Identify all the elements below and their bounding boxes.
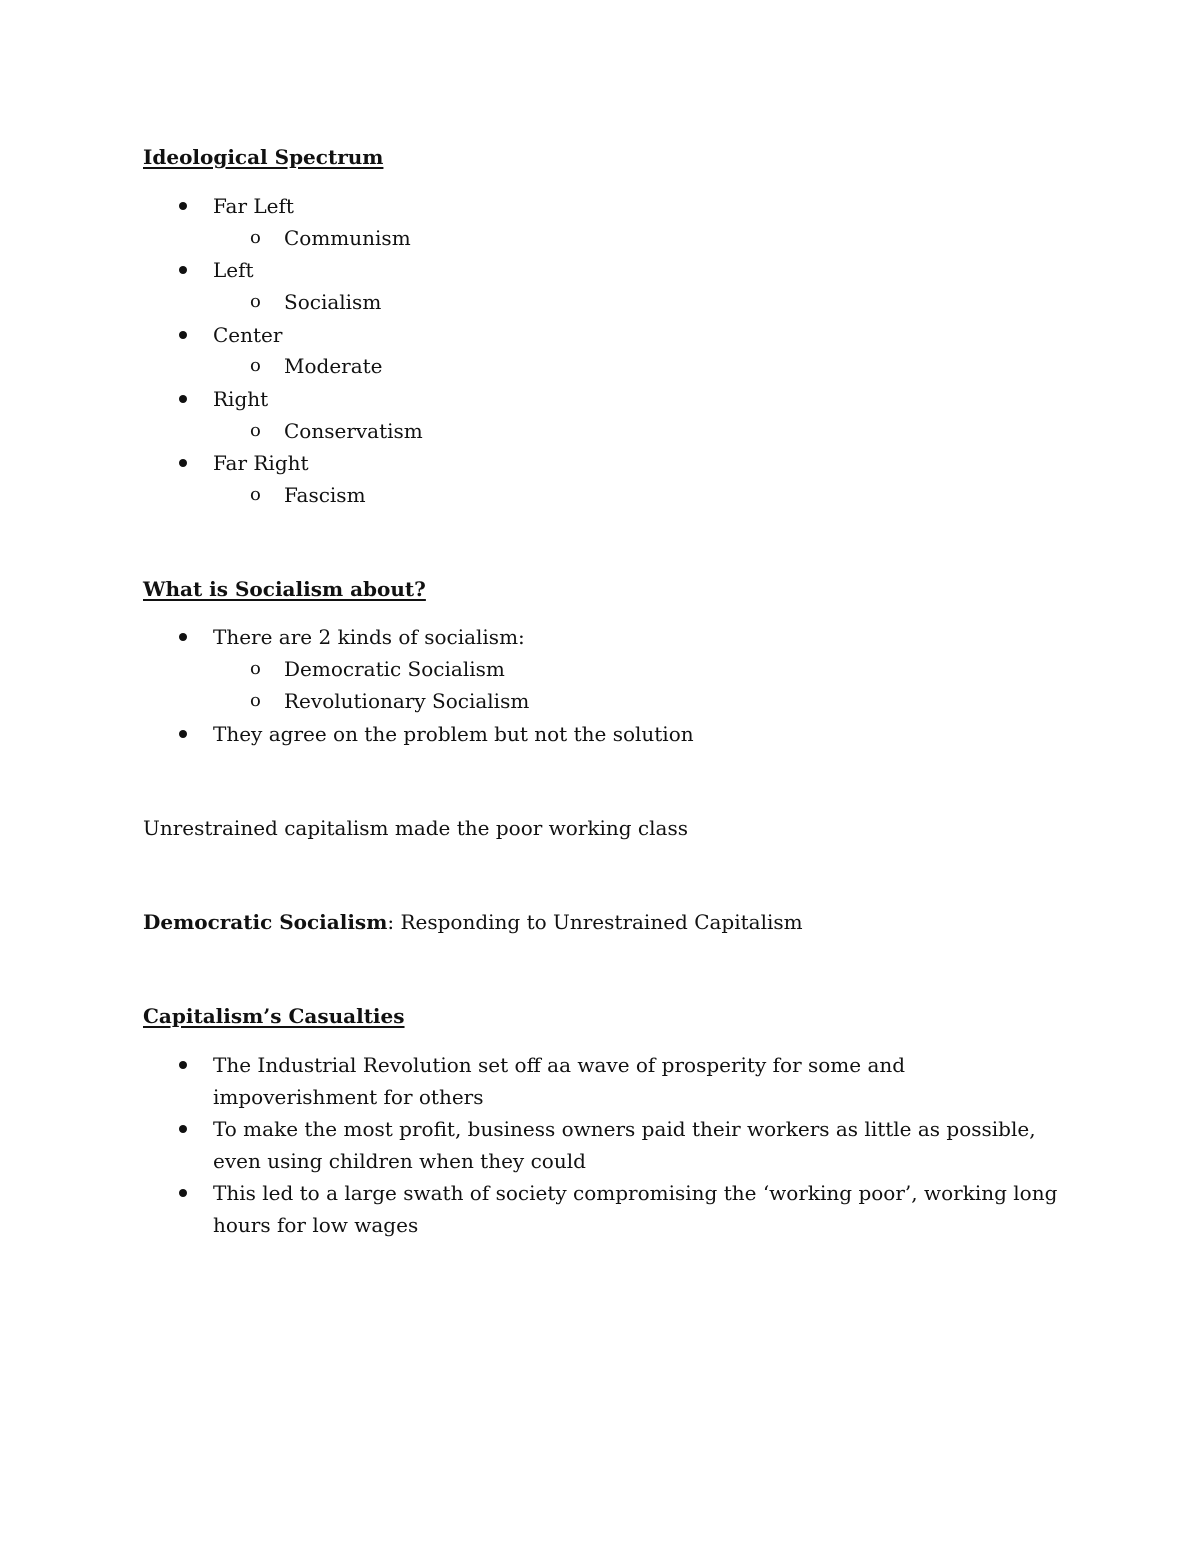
list-item-right: Right	[213, 387, 269, 411]
definition-text: : Responding to Unrestrained Capitalism	[387, 910, 803, 934]
sub-bullet-marker: o	[250, 484, 261, 505]
bullet-dot	[179, 395, 187, 403]
bullet-dot	[179, 266, 187, 274]
bullet-dot	[179, 1061, 187, 1069]
sub-bullet-marker: o	[250, 420, 261, 441]
sub-bullet-marker: o	[250, 355, 261, 376]
sub-item-democratic-socialism: Democratic Socialism	[284, 657, 505, 681]
term-democratic-socialism: Democratic Socialism	[143, 910, 388, 934]
list-item-far-right: Far Right	[213, 451, 309, 475]
bullet-dot	[179, 1125, 187, 1133]
list-item-center: Center	[213, 323, 283, 347]
bullet-dot	[179, 1189, 187, 1197]
list-item-most-profit: To make the most profit, business owners paid their workers as little as possible, even using children when they could	[213, 1117, 1036, 1173]
bullet-dot	[179, 202, 187, 210]
sub-bullet-marker: o	[250, 658, 261, 679]
heading-capitalisms-casualties: Capitalism’s Casualties	[143, 1004, 405, 1028]
bullet-dot	[179, 331, 187, 339]
heading-what-is-socialism: What is Socialism about?	[143, 577, 426, 601]
list-item-far-left: Far Left	[213, 194, 294, 218]
sub-bullet-marker: o	[250, 291, 261, 312]
list-item-left: Left	[213, 258, 254, 282]
list-item-working-poor: This led to a large swath of society compromising the ‘working poor’, working long hours for low wages	[213, 1181, 1058, 1237]
list-item-two-kinds: There are 2 kinds of socialism:	[213, 625, 525, 649]
list-item-agree-on-problem: They agree on the problem but not the solution	[213, 722, 694, 746]
heading-ideological-spectrum: Ideological Spectrum	[143, 145, 384, 169]
sub-bullet-marker: o	[250, 227, 261, 248]
sub-item-revolutionary-socialism: Revolutionary Socialism	[284, 689, 530, 713]
sub-item-moderate: Moderate	[284, 354, 383, 378]
sub-item-socialism: Socialism	[284, 290, 382, 314]
definition-line	[143, 906, 803, 938]
list-item-industrial-revolution: The Industrial Revolution set off aa wave of prosperity for some and impoverishment for others	[213, 1053, 906, 1109]
bullet-dot	[179, 730, 187, 738]
bullet-dot	[179, 633, 187, 641]
paragraph-unrestrained-capitalism: Unrestrained capitalism made the poor working class	[143, 816, 688, 840]
bullet-dot	[179, 459, 187, 467]
sub-item-conservatism: Conservatism	[284, 419, 423, 443]
sub-bullet-marker: o	[250, 690, 261, 711]
sub-item-fascism: Fascism	[284, 483, 366, 507]
sub-item-communism: Communism	[284, 226, 411, 250]
